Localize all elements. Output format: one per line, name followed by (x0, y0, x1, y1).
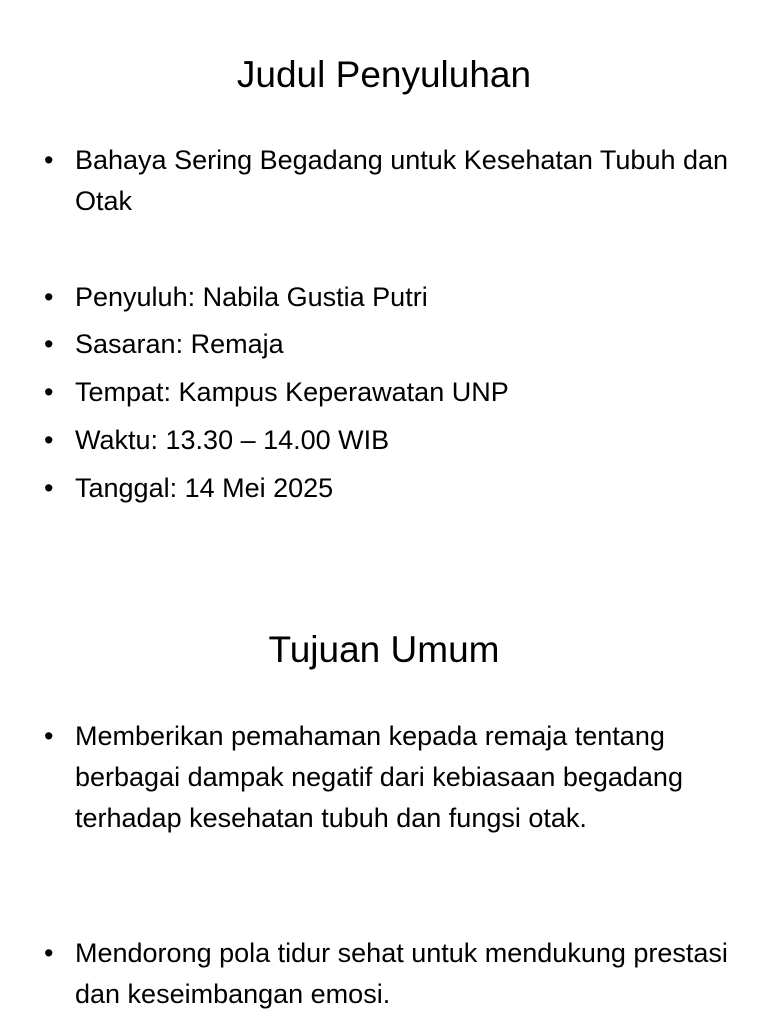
bullet-text: Memberikan pemahaman kepada remaja tentang berbagai dampak negatif dari kebiasaan begadang terhadap kesehatan tubuh dan fungsi otak. (75, 721, 683, 833)
bullet-item-goal-1 (44, 716, 704, 839)
bullet-text: Tempat: Kampus Keperawatan UNP (75, 377, 509, 407)
bullet-dot-icon: • (44, 425, 54, 455)
bullet-dot-icon: • (44, 938, 54, 968)
bullet-item-waktu (44, 420, 734, 461)
bullet-item-topic (44, 140, 734, 222)
bullet-item-tanggal (44, 468, 734, 509)
bullet-item-sasaran (44, 324, 734, 365)
slide-title: Judul Penyuluhan (236, 54, 532, 95)
slide-title: Tujuan Umum (268, 629, 500, 670)
slide-tujuan-umum (0, 576, 768, 1024)
bullet-text: Tanggal: 14 Mei 2025 (75, 473, 334, 503)
bullet-dot-icon: • (44, 145, 54, 175)
bullet-dot-icon: • (44, 377, 54, 407)
bullet-dot-icon: • (44, 473, 54, 503)
bullet-dot-icon: • (44, 721, 54, 751)
bullet-text: Sasaran: Remaja (75, 329, 284, 359)
bullet-text: Waktu: 13.30 – 14.00 WIB (75, 425, 390, 455)
bullet-item-tempat (44, 372, 734, 413)
bullet-dot-icon: • (44, 329, 54, 359)
bullet-item-penyuluh (44, 277, 734, 318)
bullet-text: Penyuluh: Nabila Gustia Putri (75, 282, 428, 312)
bullet-text: Mendorong pola tidur sehat untuk mendukung prestasi dan keseimbangan emosi. (75, 938, 728, 1009)
bullet-text: Bahaya Sering Begadang untuk Kesehatan Tubuh dan Otak (75, 145, 729, 216)
bullet-item-goal-2 (44, 933, 744, 1015)
bullet-dot-icon: • (44, 282, 54, 312)
